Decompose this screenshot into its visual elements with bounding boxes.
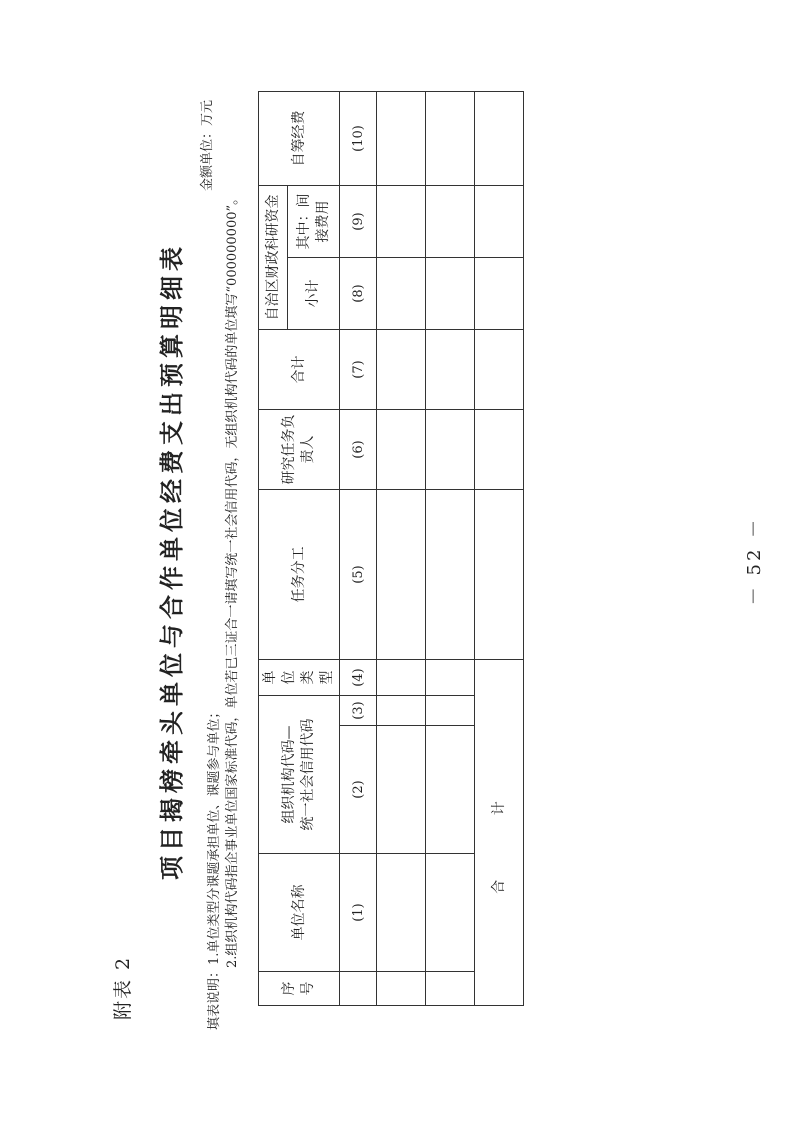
table-cell (426, 854, 475, 972)
table-cell (377, 726, 426, 854)
table-cell (426, 696, 475, 726)
table-cell (426, 490, 475, 660)
table-cell (426, 660, 475, 696)
index-cell: (2) (340, 726, 377, 854)
index-cell: (3) (340, 696, 377, 726)
index-cell: (9) (340, 186, 377, 258)
table-cell (426, 258, 475, 330)
table-cell (377, 186, 426, 258)
header-total: 合计 (259, 330, 340, 410)
index-cell: (7) (340, 330, 377, 410)
header-row-1 (259, 92, 288, 1006)
index-cell-seq (340, 972, 377, 1006)
table-cell (377, 258, 426, 330)
table-cell (426, 410, 475, 490)
table-cell (377, 490, 426, 660)
table-cell (377, 854, 426, 972)
table-cell (475, 330, 524, 410)
table-cell (426, 726, 475, 854)
table-cell (475, 92, 524, 186)
index-cell: (6) (340, 410, 377, 490)
header-indirect: 其中：间接费用 (288, 186, 340, 258)
header-org-code (259, 696, 340, 854)
instruction-line-1: 填表说明：1.单位类型分课题承担单位、课题参与单位； (207, 705, 222, 1030)
document-title: 项目揭榜牵头单位与合作单位经费支出预算明细表 (158, 242, 186, 880)
table-cell (426, 330, 475, 410)
table-row (426, 92, 475, 1006)
header-unit-type: 单位类型 (259, 660, 340, 696)
column-index-row (340, 92, 377, 1006)
header-unit-name: 单位名称 (259, 854, 340, 972)
fill-instructions (206, 192, 242, 1030)
total-label: 合 计 (475, 660, 524, 1006)
header-seq: 序号 (259, 972, 340, 1006)
index-cell: (1) (340, 854, 377, 972)
table-cell (475, 410, 524, 490)
table-cell (377, 972, 426, 1006)
appendix-label: 附表 2 (112, 955, 134, 1020)
index-cell: (5) (340, 490, 377, 660)
header-subtotal: 小计 (288, 258, 340, 330)
header-org-code-line1: 组织机构代码— (281, 725, 297, 824)
budget-table (258, 91, 524, 1006)
table-cell (377, 330, 426, 410)
table-cell (426, 186, 475, 258)
index-cell: (10) (340, 92, 377, 186)
table-cell (426, 972, 475, 1006)
index-cell: (8) (340, 258, 377, 330)
table-cell (377, 696, 426, 726)
header-task-division: 任务分工 (259, 490, 340, 660)
total-row (475, 92, 524, 1006)
table-row (377, 92, 426, 1006)
table-cell (377, 660, 426, 696)
table-cell (475, 258, 524, 330)
instruction-line-2: 2.组织机构代码指企事业单位国家标准代码，单位若已三证合一请填写统一社会信用代码，无组织机构代码的单位填写“000000000”。 (225, 191, 240, 968)
table-cell (377, 92, 426, 186)
index-cell: (4) (340, 660, 377, 696)
header-org-code-line2: 统一社会信用代码 (300, 718, 316, 831)
amount-unit-label: 金额单位：万元 (200, 100, 215, 192)
table-cell (475, 186, 524, 258)
header-task-lead: 研究任务负责人 (259, 410, 340, 490)
page-number: － 52 － (744, 516, 765, 606)
table-cell (377, 410, 426, 490)
header-self-funds: 自筹经费 (259, 92, 340, 186)
table-cell (475, 490, 524, 660)
header-region-funds: 自治区财政科研资金 (259, 186, 288, 330)
table-cell (426, 92, 475, 186)
